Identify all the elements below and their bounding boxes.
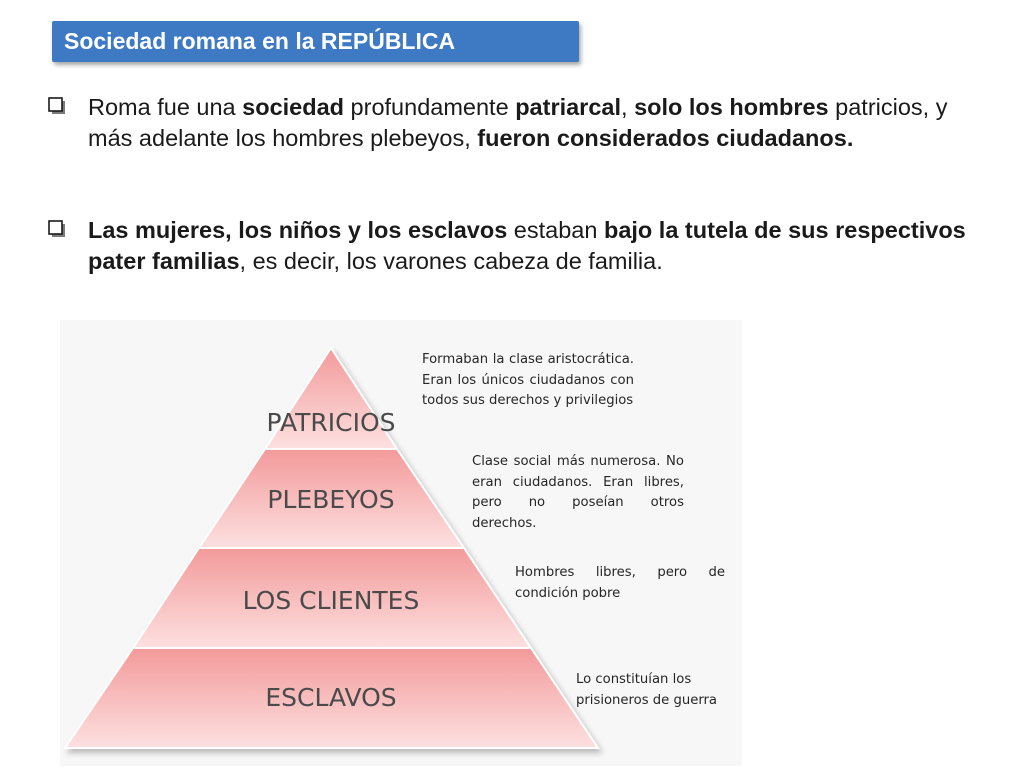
bullet-text-2: Las mujeres, los niños y los esclavos estaban bajo la tutela de sus respectivos pater familias, es decir, los varones cabeza de familia. <box>88 217 966 274</box>
bullet-item-1 <box>48 92 988 154</box>
checkbox-bullet-icon <box>48 97 66 115</box>
social-pyramid-figure <box>60 320 742 766</box>
bullet-text-1: Roma fue una sociedad profundamente patriarcal, solo los hombres patricios, y más adelante los hombres plebeyos, fueron considerados ciudadanos. <box>88 94 948 151</box>
pyramid-label-clientes: LOS CLIENTES <box>242 586 420 615</box>
pyramid-label-esclavos: ESCLAVOS <box>265 683 397 712</box>
slide-title: Sociedad romana en la REPÚBLICA <box>52 21 579 62</box>
description-esclavos-line2: prisioneros de guerra <box>576 692 718 708</box>
pyramid-label-patricios: PATRICIOS <box>266 408 396 437</box>
checkbox-bullet-icon <box>48 220 66 238</box>
description-esclavos <box>576 670 734 711</box>
pyramid-label-plebeyos: PLEBEYOS <box>267 485 395 514</box>
description-clientes: Hombres libres, pero de condición pobre <box>515 565 725 601</box>
description-esclavos-line1: Lo constituían los <box>576 672 692 687</box>
bullet-item-2 <box>48 215 988 277</box>
description-plebeyos: Clase social más numerosa. No eran ciudadanos. Eran libres, pero no poseían otros derechos. <box>472 454 684 531</box>
description-patricios: Formaban la clase aristocrática. Eran los únicos ciudadanos con todos sus derechos y privilegios <box>422 352 634 408</box>
